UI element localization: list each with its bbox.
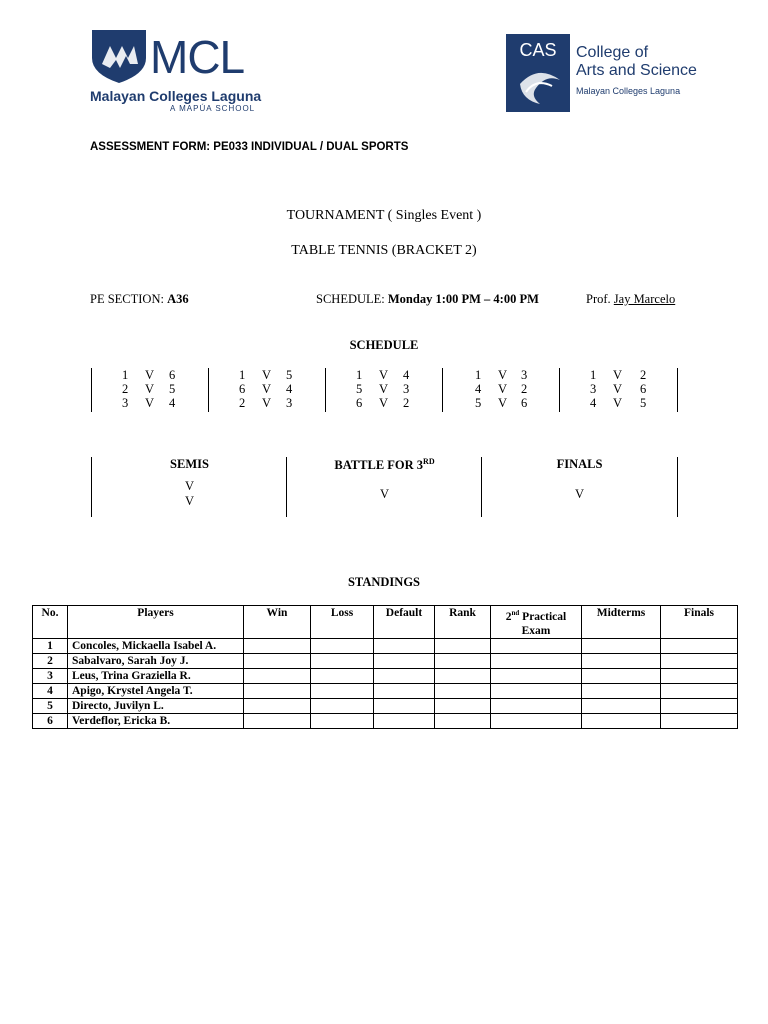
match: 1 V 6	[122, 368, 176, 382]
match: 1 V 5	[239, 368, 293, 382]
tournament-title: TOURNAMENT ( Singles Event )	[286, 208, 482, 223]
semis-title: SEMIS	[170, 457, 209, 471]
header-rank: Rank	[435, 606, 491, 639]
cell-finals[interactable]	[661, 683, 738, 698]
cell-win[interactable]	[244, 653, 311, 668]
section-info	[90, 292, 189, 307]
header-loss: Loss	[311, 606, 374, 639]
section-value: A36	[167, 292, 189, 306]
cas-logo	[506, 34, 697, 114]
table-row	[33, 638, 738, 653]
header-practical-exam: 2nd Practical Exam	[491, 606, 582, 639]
cell-practical[interactable]	[491, 668, 582, 683]
header-finals: Finals	[661, 606, 738, 639]
match: 5 V 3	[356, 382, 410, 396]
header-no: No.	[33, 606, 68, 639]
cell-loss[interactable]	[311, 698, 374, 713]
cell-finals[interactable]	[661, 638, 738, 653]
schedule-group-5	[559, 368, 678, 412]
cell-finals[interactable]	[661, 653, 738, 668]
match: 3 V 4	[122, 396, 176, 410]
cell-loss[interactable]	[311, 713, 374, 728]
mcl-name: Malayan Colleges Laguna	[90, 88, 262, 104]
cell-midterms[interactable]	[582, 698, 661, 713]
row-no: 1	[33, 638, 68, 653]
mcl-shield-icon	[90, 28, 148, 84]
cell-midterms[interactable]	[582, 653, 661, 668]
cell-midterms[interactable]	[582, 638, 661, 653]
match: 6 V 4	[239, 382, 293, 396]
table-row	[33, 698, 738, 713]
cell-default[interactable]	[374, 698, 435, 713]
cell-loss[interactable]	[311, 638, 374, 653]
row-no: 5	[33, 698, 68, 713]
cell-default[interactable]	[374, 683, 435, 698]
cell-midterms[interactable]	[582, 668, 661, 683]
cell-finals[interactable]	[661, 698, 738, 713]
match: 3 V 6	[590, 382, 647, 396]
cas-title	[576, 44, 697, 80]
schedule-value: Monday 1:00 PM – 4:00 PM	[387, 292, 539, 306]
header-default: Default	[374, 606, 435, 639]
section-label: PE SECTION:	[90, 292, 164, 306]
cell-rank[interactable]	[435, 638, 491, 653]
cell-default[interactable]	[374, 668, 435, 683]
cell-practical[interactable]	[491, 713, 582, 728]
row-player: Apigo, Krystel Angela T.	[68, 683, 244, 698]
row-player: Leus, Trina Graziella R.	[68, 668, 244, 683]
schedule-group-2	[208, 368, 326, 412]
cell-practical[interactable]	[491, 683, 582, 698]
cell-rank[interactable]	[435, 668, 491, 683]
cas-title-line1: College of	[576, 44, 649, 61]
cell-win[interactable]	[244, 638, 311, 653]
cell-rank[interactable]	[435, 683, 491, 698]
cell-practical[interactable]	[491, 638, 582, 653]
mcl-logo	[90, 28, 270, 114]
cas-sub: Malayan Colleges Laguna	[576, 86, 681, 96]
match: 1 V 2	[590, 368, 647, 382]
table-row	[33, 683, 738, 698]
schedule-info	[316, 292, 539, 307]
match: 1 V 4	[356, 368, 410, 382]
finals-box	[481, 457, 678, 517]
row-no: 3	[33, 668, 68, 683]
prof-label: Prof.	[586, 292, 611, 306]
semis-match-1: V	[184, 479, 195, 493]
cell-rank[interactable]	[435, 698, 491, 713]
mcl-letters: MCL	[150, 31, 245, 83]
battle-match: V	[379, 487, 390, 501]
cell-win[interactable]	[244, 683, 311, 698]
row-no: 4	[33, 683, 68, 698]
battle-box	[286, 457, 482, 517]
schedule-label: SCHEDULE:	[316, 292, 385, 306]
prof-info	[586, 292, 675, 307]
standings-table	[32, 605, 738, 729]
cell-default[interactable]	[374, 638, 435, 653]
cell-midterms[interactable]	[582, 713, 661, 728]
cell-finals[interactable]	[661, 713, 738, 728]
form-label: ASSESSMENT FORM: PE033 INDIVIDUAL / DUAL SPORTS	[90, 141, 409, 153]
row-player: Sabalvaro, Sarah Joy J.	[68, 653, 244, 668]
row-player: Concoles, Mickaella Isabel A.	[68, 638, 244, 653]
match: 4 V 5	[590, 396, 647, 410]
schedule-group-4	[442, 368, 560, 412]
match: 5 V 6	[475, 396, 528, 410]
schedule-title: SCHEDULE	[349, 338, 419, 352]
table-row	[33, 668, 738, 683]
table-row	[33, 653, 738, 668]
prof-value: Jay Marcelo	[613, 292, 676, 306]
match: 1 V 3	[475, 368, 528, 382]
table-row	[33, 713, 738, 728]
cell-practical[interactable]	[491, 698, 582, 713]
finals-match: V	[574, 487, 585, 501]
cell-rank[interactable]	[435, 653, 491, 668]
match: 2 V 5	[122, 382, 176, 396]
finals-title: FINALS	[556, 457, 603, 471]
cell-default[interactable]	[374, 713, 435, 728]
cell-default[interactable]	[374, 653, 435, 668]
match: 2 V 3	[239, 396, 293, 410]
cell-win[interactable]	[244, 698, 311, 713]
cell-loss[interactable]	[311, 653, 374, 668]
mcl-sub: A MAPÚA SCHOOL	[170, 104, 256, 113]
match: 6 V 2	[356, 396, 410, 410]
event-title: TABLE TENNIS (BRACKET 2)	[291, 243, 477, 258]
cell-practical[interactable]	[491, 653, 582, 668]
row-player: Verdeflor, Ericka B.	[68, 713, 244, 728]
cell-finals[interactable]	[661, 668, 738, 683]
schedule-group-1	[91, 368, 209, 412]
cell-loss[interactable]	[311, 668, 374, 683]
standings-title: STANDINGS	[347, 575, 420, 589]
cell-win[interactable]	[244, 668, 311, 683]
cell-midterms[interactable]	[582, 683, 661, 698]
cell-win[interactable]	[244, 713, 311, 728]
semis-match-2: V	[184, 494, 195, 508]
schedule-group-3	[325, 368, 443, 412]
battle-title: BATTLE FOR 3RD	[334, 457, 435, 473]
header-midterms: Midterms	[582, 606, 661, 639]
header-players: Players	[68, 606, 244, 639]
cell-rank[interactable]	[435, 713, 491, 728]
cas-emblem-icon	[506, 34, 570, 112]
row-player: Directo, Juvilyn L.	[68, 698, 244, 713]
row-no: 6	[33, 713, 68, 728]
semis-box	[91, 457, 287, 517]
standings-header-row	[33, 606, 738, 639]
match: 4 V 2	[475, 382, 528, 396]
cas-abbr: CAS	[519, 40, 557, 60]
cell-loss[interactable]	[311, 683, 374, 698]
row-no: 2	[33, 653, 68, 668]
header-win: Win	[244, 606, 311, 639]
cas-title-line2: Arts and Science	[576, 62, 697, 79]
